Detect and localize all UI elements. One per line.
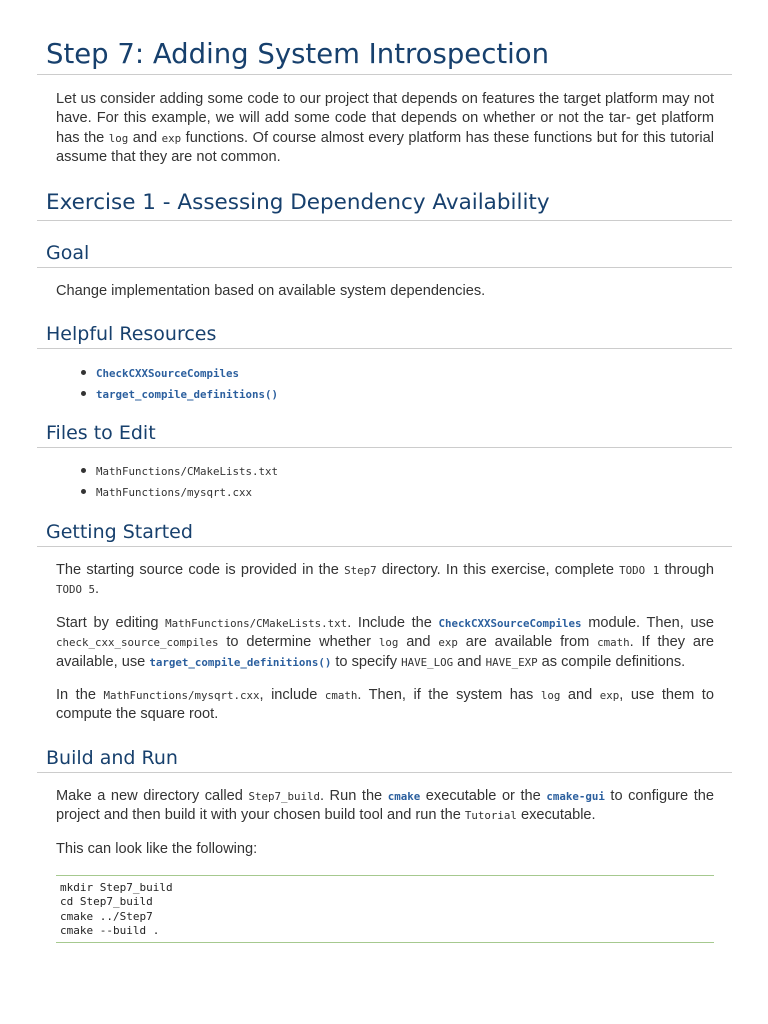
list-item [96,486,732,507]
paragraph-text: The starting source code is provided in the [56,562,345,579]
inline-code: HAVE_LOG [401,655,454,669]
inline-code: cmath [597,636,630,650]
build-run-p1 [37,787,732,826]
link-target-compile-definitions[interactable]: target_compile_definitions() [96,388,279,402]
list-item [96,388,732,409]
list-item [96,465,732,486]
file-name: MathFunctions/CMakeLists.txt [96,465,279,479]
exercise-heading: Exercise 1 - Assessing Dependency Availability [37,190,732,221]
paragraph-text: through [659,562,714,579]
paragraph-text: executable or the [420,787,547,804]
getting-started-heading: Getting Started [37,521,732,547]
paragraph-text: and [560,687,600,704]
files-list [37,465,732,507]
paragraph-text: to configure the project and then build it with your chosen build tool and run the [56,787,714,824]
paragraph-text: , use them to compute the square root. [56,687,714,723]
inline-code: exp [438,636,458,650]
intro-paragraph [37,90,732,168]
inline-code: MathFunctions/CMakeLists.txt [165,616,348,630]
paragraph-text: module. Then, use [581,614,714,631]
inline-code: TODO 1 [619,564,660,578]
inline-code: HAVE_EXP [485,655,538,669]
paragraph-text: and [398,634,439,651]
paragraph-text: to determine whether [218,634,379,651]
intro-text: functions. Of course almost every platform has these functions but for this tutorial assume that they are not common. [56,129,714,166]
intro-text: and [128,129,162,146]
paragraph-text: . Then, if the system has [357,687,541,704]
code-block: mkdir Step7_build cd Step7_build cmake ../Step7 cmake --build . [56,875,714,943]
paragraph-text: . Include the [347,614,439,631]
paragraph-text: executable. [516,807,596,824]
inline-code: log [540,689,561,703]
link-cmake-gui[interactable]: cmake-gui [546,789,605,803]
paragraph-text: as compile definitions. [537,653,686,670]
getting-started-p1 [37,561,732,600]
intro-text: Let us consider adding some code to our project that depends on features the target platform may not have. For this example, we will add some code that depends on whether or not the tar- get platform has the [56,91,714,146]
inline-code: log [378,636,399,650]
inline-code: cmath [324,689,358,703]
inline-code: TODO 5 [56,583,96,597]
page-title: Step 7: Adding System Introspection [37,0,732,75]
resources-list [37,367,732,409]
paragraph-text: In the [56,687,104,704]
paragraph-text: to specify [331,653,402,670]
resources-heading: Helpful Resources [37,323,732,349]
link-checkcxxsourcecompiles[interactable]: CheckCXXSourceCompiles [96,367,240,381]
paragraph-text: Start by editing [56,614,166,631]
link-checkcxxsourcecompiles[interactable]: CheckCXXSourceCompiles [438,616,582,630]
inline-code-log: log [108,131,129,145]
paragraph-text: , include [259,687,325,704]
inline-code: Tutorial [464,809,517,823]
inline-code: check_cxx_source_compiles [56,636,219,650]
inline-code: exp [599,689,620,703]
paragraph-text: . Run the [319,787,388,804]
files-heading: Files to Edit [37,422,732,448]
link-cmake[interactable]: cmake [387,789,421,803]
inline-code: Step7_build [248,789,320,803]
paragraph-text: and [453,653,486,670]
file-name: MathFunctions/mysqrt.cxx [96,486,253,500]
paragraph-text: are available from [457,634,598,651]
getting-started-p2 [37,614,732,672]
build-run-p2: This can look like the following: [56,840,258,857]
inline-code: Step7 [344,564,377,578]
paragraph-text: . [95,581,100,598]
link-target-compile-definitions[interactable]: target_compile_definitions() [149,655,332,669]
goal-text: Change implementation based on available system dependencies. [56,282,486,299]
paragraph-text: directory. In this exercise, complete [376,562,620,579]
build-run-heading: Build and Run [37,747,732,773]
list-item [96,367,732,388]
paragraph-text: Make a new directory called [56,787,249,804]
inline-code: MathFunctions/mysqrt.cxx [103,689,260,703]
goal-heading: Goal [37,242,732,268]
getting-started-p3 [37,686,732,725]
paragraph-text: . If they are available, use [56,634,714,670]
inline-code-exp: exp [161,131,182,145]
